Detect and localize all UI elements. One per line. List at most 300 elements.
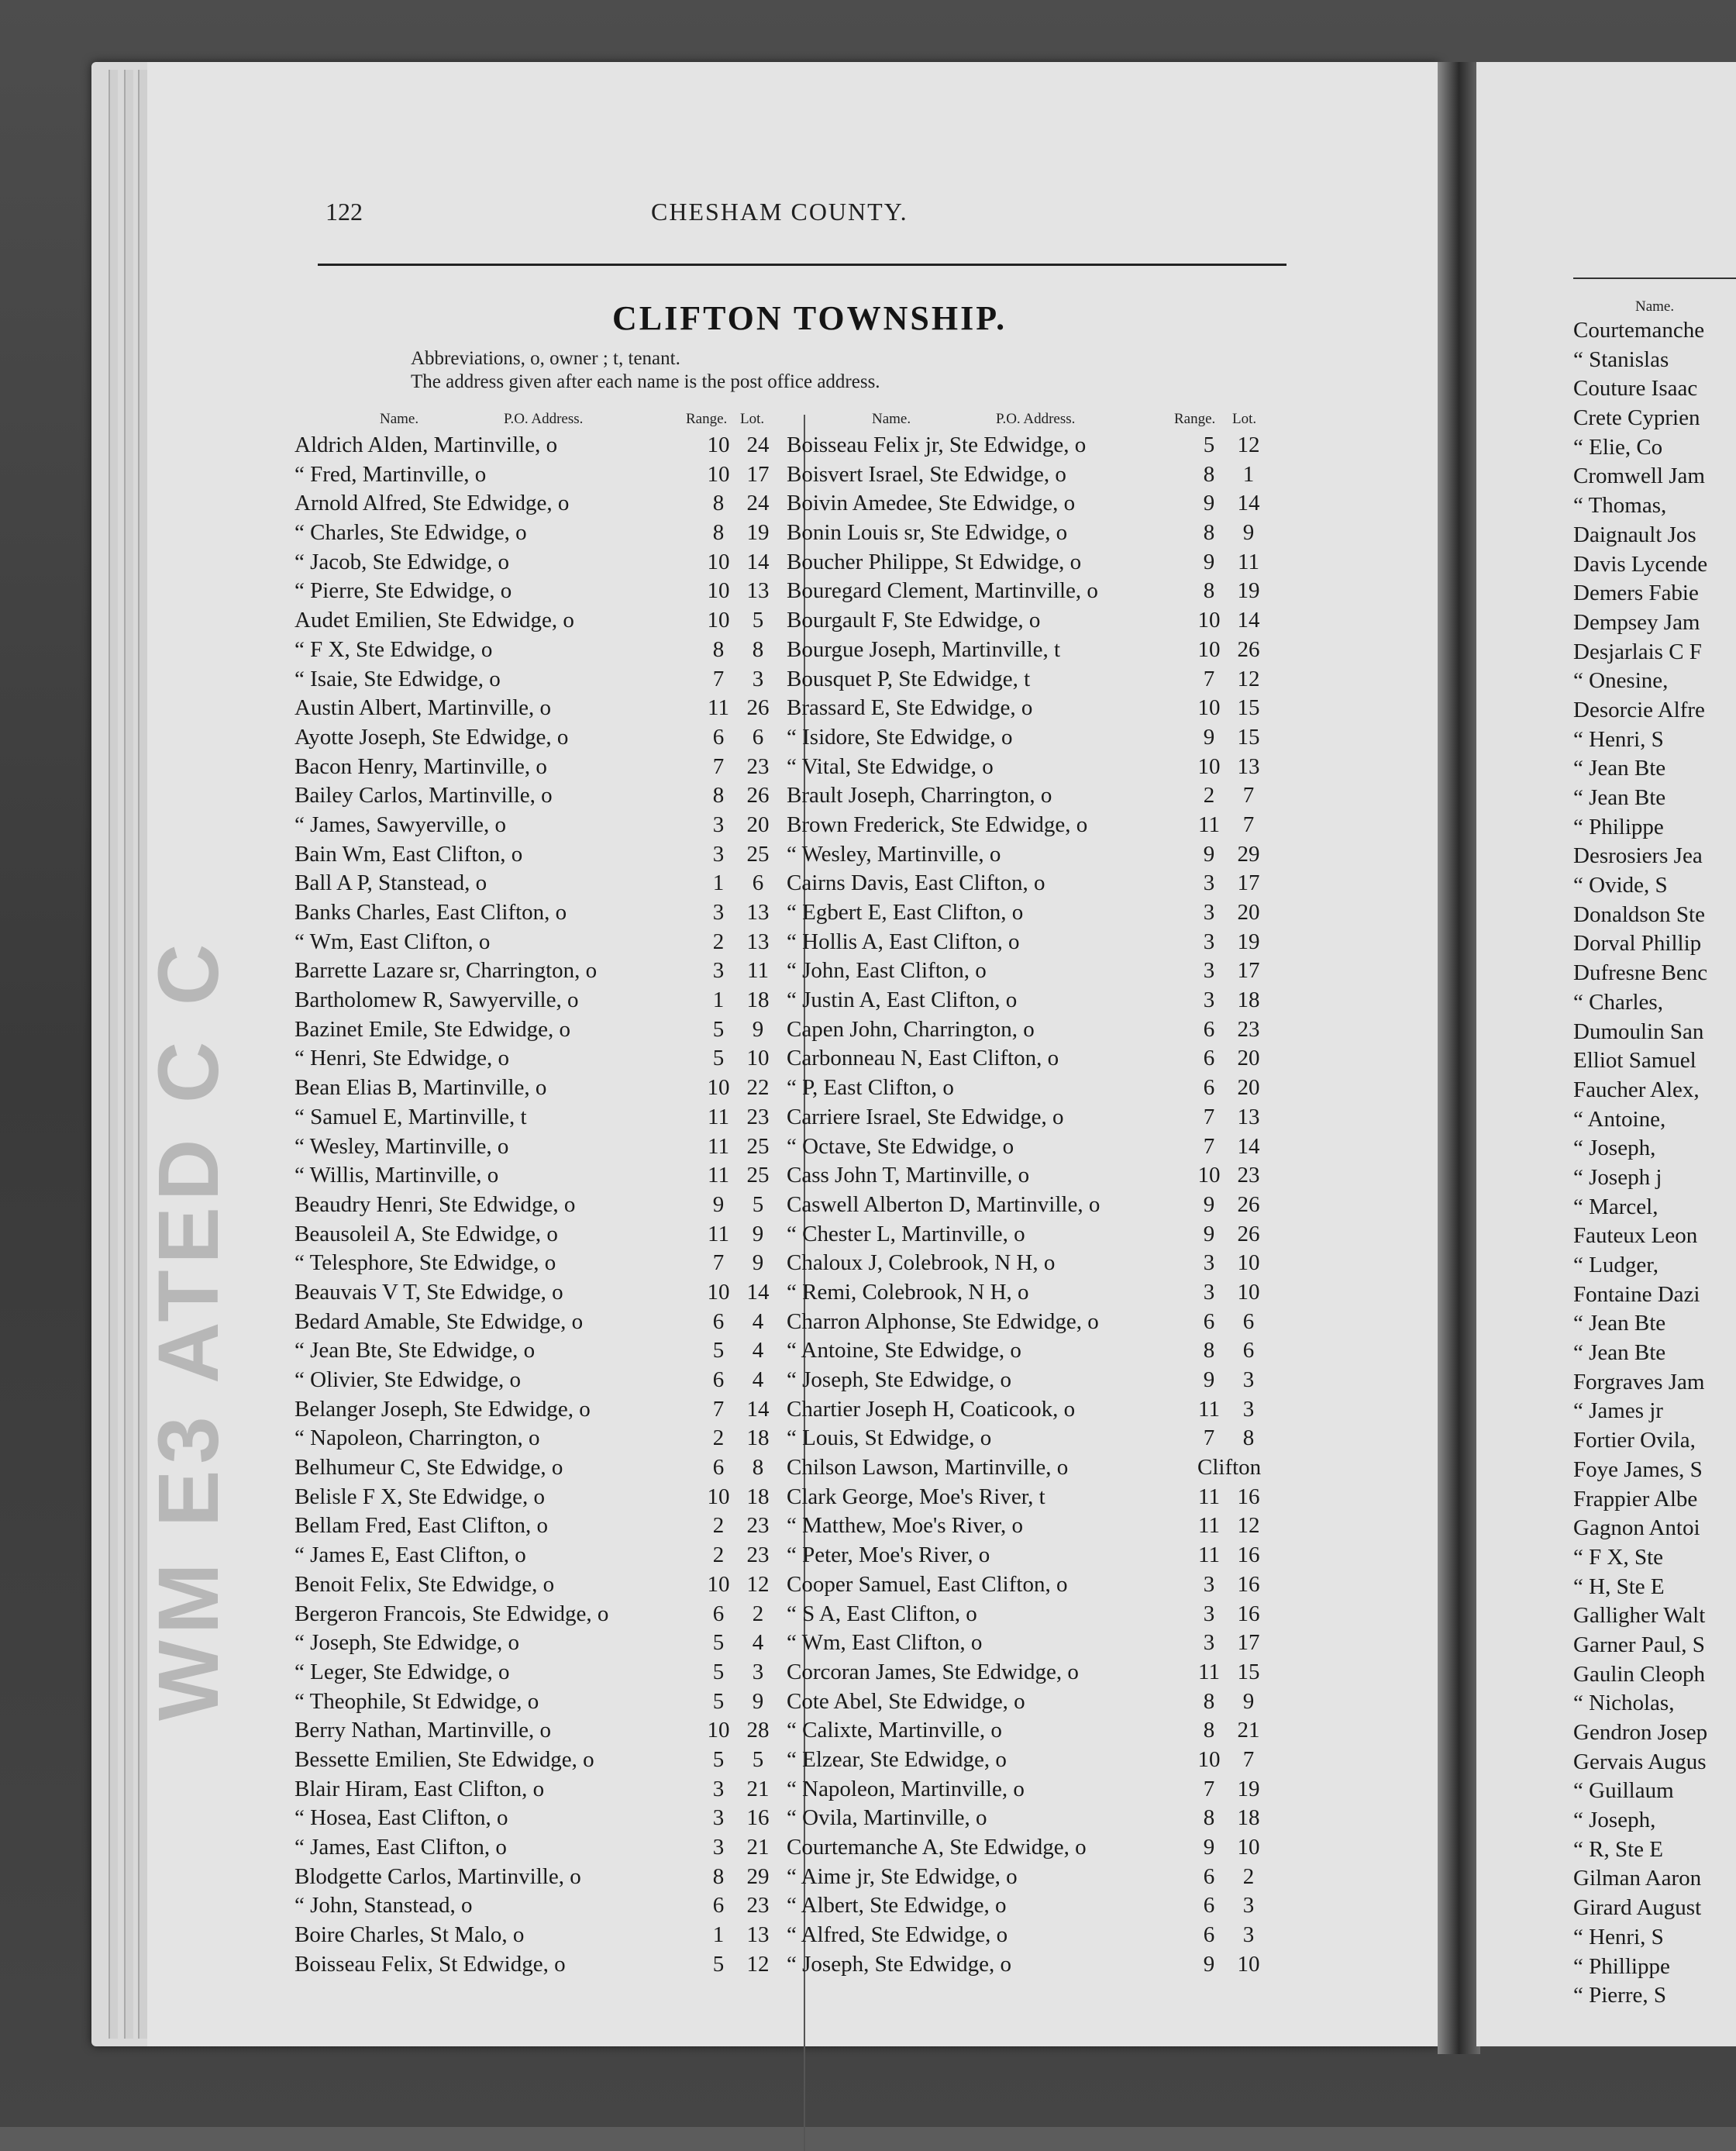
entry-name: “ Jacob, Ste Edwidge, o [294, 549, 510, 574]
right-page-entry: Donaldson Ste [1573, 901, 1705, 927]
right-page-name-header: Name. [1635, 298, 1675, 315]
entry-range: 8 [1203, 461, 1215, 487]
entry-lot: 16 [1237, 1543, 1260, 1568]
entry-lot: 8 [1242, 1425, 1255, 1451]
header-address: P.O. Address. [996, 411, 1076, 427]
entry-lot: 12 [746, 1951, 770, 1977]
entry-lot: 13 [746, 929, 770, 954]
entry-range: 6 [1203, 1308, 1215, 1334]
entry-lot: 11 [747, 958, 769, 984]
directory-entry [294, 1601, 775, 1631]
entry-name: “ Jean Bte, Ste Edwidge, o [294, 1338, 536, 1363]
entry-name: “ Louis, St Edwidge, o [787, 1425, 992, 1451]
directory-entry [787, 1338, 1267, 1367]
directory-entry [294, 520, 775, 550]
entry-lot: 13 [746, 578, 770, 604]
entry-lot: 9 [752, 1221, 764, 1246]
directory-entry [787, 1367, 1267, 1397]
entry-range: 1 [712, 1922, 725, 1948]
entry-name: Chaloux J, Colebrook, N H, o [787, 1250, 1056, 1276]
entry-name: “ Napoleon, Charrington, o [294, 1425, 540, 1451]
entry-range: 6 [1203, 1046, 1215, 1071]
entry-lot: 26 [746, 783, 770, 808]
right-page-entry: “ Henri, S [1573, 1924, 1664, 1949]
entry-name: Bourgue Joseph, Martinville, t [787, 636, 1061, 662]
entry-range: 11 [708, 695, 729, 721]
entry-range: 11 [1198, 812, 1220, 837]
entry-range: 7 [712, 666, 725, 691]
entry-name: Brassard E, Ste Edwidge, o [787, 695, 1033, 721]
directory-entry [787, 754, 1267, 784]
entry-range: 3 [712, 958, 725, 984]
entry-lot: 23 [746, 753, 770, 779]
entry-name: Barrette Lazare sr, Charrington, o [294, 958, 598, 984]
entry-range: 10 [1197, 1746, 1221, 1772]
right-page-entry: “ Jean Bte [1573, 1311, 1666, 1336]
right-page-entry: Dorval Phillip [1573, 931, 1702, 957]
entry-range: 5 [712, 1688, 725, 1714]
entry-range: 8 [712, 491, 725, 516]
entry-lot: 16 [746, 1805, 770, 1831]
directory-entry [787, 1864, 1267, 1894]
directory-entry [294, 900, 775, 929]
directory-entry [294, 1280, 775, 1309]
directory-entry [294, 1367, 775, 1397]
entry-lot: 9 [1242, 520, 1255, 546]
entry-range: 5 [712, 1951, 725, 1977]
entry-name: “ Samuel E, Martinville, t [294, 1104, 527, 1129]
entry-name: Bean Elias B, Martinville, o [294, 1075, 547, 1101]
directory-entry [294, 783, 775, 812]
entry-lot: 28 [746, 1718, 770, 1743]
entry-name: “ Elzear, Ste Edwidge, o [787, 1746, 1007, 1772]
entry-name: “ Chester L, Martinville, o [787, 1221, 1025, 1246]
abbreviations-note [411, 347, 880, 394]
entry-lot: 26 [1237, 1191, 1260, 1217]
entry-name: Carriere Israel, Ste Edwidge, o [787, 1104, 1064, 1129]
entry-name: Ball A P, Stanstead, o [294, 870, 487, 896]
right-page-entry: Frappier Albe [1573, 1486, 1698, 1512]
directory-entry [787, 988, 1267, 1017]
directory-entry [294, 433, 775, 462]
entry-lot: 8 [752, 636, 764, 662]
entry-name: Boire Charles, St Malo, o [294, 1922, 525, 1948]
directory-entry [294, 812, 775, 842]
right-page-entry: “ Charles, [1573, 989, 1663, 1015]
entry-lot: 9 [752, 1688, 764, 1714]
entry-range: 11 [1198, 1543, 1220, 1568]
entry-name: “ Vital, Ste Edwidge, o [787, 753, 994, 779]
entry-range: 10 [1197, 608, 1221, 633]
entry-lot: 10 [1237, 1951, 1260, 1977]
entry-name: “ P, East Clifton, o [787, 1075, 954, 1101]
entry-name: “ Peter, Moe's River, o [787, 1543, 990, 1568]
entry-lot: 14 [746, 549, 770, 574]
entry-name: “ Matthew, Moe's River, o [787, 1513, 1024, 1539]
entry-lot: 20 [746, 812, 770, 837]
entry-range: 3 [1203, 958, 1215, 984]
entry-name: “ Pierre, Ste Edwidge, o [294, 578, 512, 604]
entry-name: “ Alfred, Ste Edwidge, o [787, 1922, 1008, 1948]
directory-entry [787, 1455, 1267, 1484]
entry-range: 9 [1203, 1191, 1215, 1217]
directory-entry [787, 1777, 1267, 1806]
entry-lot: 25 [746, 1133, 770, 1159]
running-title: CHESHAM COUNTY. [651, 198, 908, 226]
entry-range: 6 [1203, 1016, 1215, 1042]
right-page-entry: Desorcie Alfre [1573, 697, 1705, 722]
entry-lot: 4 [752, 1308, 764, 1334]
entry-range: 3 [712, 841, 725, 867]
entry-lot: 2 [752, 1601, 764, 1626]
directory-entry [294, 1777, 775, 1806]
column-header [787, 411, 1267, 433]
entry-range: 3 [712, 900, 725, 925]
right-page-entry: “ James jr [1573, 1398, 1663, 1424]
entry-range: 10 [707, 1279, 730, 1305]
directory-entries-right [787, 433, 1267, 1980]
entry-name: Belanger Joseph, Ste Edwidge, o [294, 1396, 591, 1422]
entry-range: 7 [1203, 1425, 1215, 1451]
directory-entry [787, 578, 1267, 608]
directory-entry [294, 667, 775, 696]
entry-lot: 11 [1238, 549, 1259, 574]
entry-name: Bacon Henry, Martinville, o [294, 753, 547, 779]
entry-range: 3 [712, 812, 725, 837]
directory-entry [787, 1718, 1267, 1747]
entry-range: 1 [712, 988, 725, 1013]
directory-entry [294, 1075, 775, 1105]
directory-entry [294, 1689, 775, 1718]
entry-lot: 17 [1237, 1630, 1260, 1656]
entry-lot: 17 [746, 461, 770, 487]
right-page-entry: “ Elie, Co [1573, 434, 1663, 460]
entry-name: Capen John, Charrington, o [787, 1016, 1035, 1042]
entry-name: Bessette Emilien, Ste Edwidge, o [294, 1746, 594, 1772]
directory-entry [294, 1952, 775, 1981]
entry-range: 9 [1203, 1221, 1215, 1246]
running-head [326, 198, 1286, 236]
entry-name: Charron Alphonse, Ste Edwidge, o [787, 1308, 1099, 1334]
entry-range: 3 [1203, 900, 1215, 925]
entry-name: Beaudry Henri, Ste Edwidge, o [294, 1191, 576, 1217]
entry-lot: 26 [746, 695, 770, 721]
right-page-entry: Gilman Aaron [1573, 1866, 1702, 1891]
directory-entry [294, 1134, 775, 1163]
entry-lot: 18 [746, 1425, 770, 1451]
directory-entry [294, 578, 775, 608]
entry-range: 9 [712, 1191, 725, 1217]
directory-entry [787, 1922, 1267, 1952]
entry-name: Cooper Samuel, East Clifton, o [787, 1571, 1068, 1597]
entry-lot: 5 [752, 608, 764, 633]
entry-range: 3 [712, 1776, 725, 1801]
entry-name: Bouregard Clement, Martinville, o [787, 578, 1098, 604]
entry-name: “ F X, Ste Edwidge, o [294, 636, 493, 662]
entry-range: 7 [712, 753, 725, 779]
entry-lot: 22 [746, 1075, 770, 1101]
entry-lot: 17 [1237, 870, 1260, 896]
entry-range: 10 [707, 1571, 730, 1597]
right-page-entry: Couture Isaac [1573, 376, 1698, 402]
entry-range: 6 [712, 1455, 725, 1481]
directory-entry [294, 1922, 775, 1952]
right-page-entry: “ Pierre, S [1573, 1983, 1666, 2008]
entry-name: “ Remi, Colebrook, N H, o [787, 1279, 1029, 1305]
entry-lot: 7 [1242, 783, 1255, 808]
directory-entry [294, 1572, 775, 1601]
entry-range: 8 [1203, 520, 1215, 546]
directory-entry [787, 550, 1267, 579]
right-page-entry: “ Onesine, [1573, 668, 1669, 694]
entry-lot: 21 [746, 1835, 770, 1860]
right-page-entry: “ Nicholas, [1573, 1691, 1675, 1716]
entry-lot: 3 [1242, 1922, 1255, 1948]
entry-name: “ Hollis A, East Clifton, o [787, 929, 1020, 954]
right-page-entry: Elliot Samuel [1573, 1048, 1696, 1074]
entry-name: Boivin Amedee, Ste Edwidge, o [787, 491, 1076, 516]
entry-range: 2 [712, 1425, 725, 1451]
entry-lot: 12 [1237, 433, 1260, 457]
entry-name: Bailey Carlos, Martinville, o [294, 783, 553, 808]
entry-range: 2 [712, 1513, 725, 1539]
entry-range: 8 [712, 520, 725, 546]
entry-range: 10 [707, 608, 730, 633]
entry-lot: 21 [1237, 1718, 1260, 1743]
entry-range: 10 [707, 549, 730, 574]
directory-entry [294, 1017, 775, 1046]
entry-name: Boisseau Felix, St Edwidge, o [294, 1951, 566, 1977]
entry-lot: 10 [1237, 1279, 1260, 1305]
right-page-entry: “ H, Ste E [1573, 1574, 1665, 1599]
entry-range: 11 [708, 1163, 729, 1188]
entry-range: 11 [1198, 1484, 1220, 1509]
directory-entry [787, 1572, 1267, 1601]
directory-entry [787, 1192, 1267, 1222]
right-page-entry: Foye James, S [1573, 1456, 1703, 1482]
directory-entry [787, 1425, 1267, 1455]
entry-lot: 15 [1237, 695, 1260, 721]
entry-range: 3 [1203, 988, 1215, 1013]
entry-range: 11 [1198, 1659, 1220, 1684]
entry-lot: 12 [1237, 666, 1260, 691]
entry-name: “ Fred, Martinville, o [294, 461, 487, 487]
entry-lot: 18 [746, 1484, 770, 1509]
directory-entry [294, 1747, 775, 1777]
entry-name: Bartholomew R, Sawyerville, o [294, 988, 579, 1013]
right-page-entry: Galligher Walt [1573, 1603, 1706, 1629]
directory-entry [787, 958, 1267, 988]
entry-name: Benoit Felix, Ste Edwidge, o [294, 1571, 555, 1597]
entry-name: Audet Emilien, Ste Edwidge, o [294, 608, 574, 633]
right-page-entry: Gaulin Cleoph [1573, 1661, 1705, 1687]
entry-name: Brault Joseph, Charrington, o [787, 783, 1052, 808]
column-header [294, 411, 775, 433]
right-page-entry: Demers Fabie [1573, 581, 1699, 606]
directory-entry [787, 1601, 1267, 1631]
entry-lot: 26 [1237, 636, 1260, 662]
right-page-entry: “ Joseph, [1573, 1808, 1656, 1833]
right-page-entry: “ Joseph, [1573, 1136, 1656, 1161]
directory-entry [787, 462, 1267, 491]
directory-entry [787, 1513, 1267, 1543]
entry-name: Bonin Louis sr, Ste Edwidge, o [787, 520, 1068, 546]
directory-entry [787, 725, 1267, 754]
entry-name: “ James E, East Clifton, o [294, 1543, 526, 1568]
entry-name: “ Justin A, East Clifton, o [787, 988, 1018, 1013]
entry-lot: 18 [746, 988, 770, 1013]
entry-name: “ S A, East Clifton, o [787, 1601, 977, 1626]
entry-lot: 23 [1237, 1163, 1260, 1188]
entry-lot: 12 [1237, 1513, 1260, 1539]
entry-name: “ Antoine, Ste Edwidge, o [787, 1338, 1021, 1363]
entry-range: 8 [1203, 578, 1215, 604]
directory-entry [294, 725, 775, 754]
entry-range: 8 [1203, 1688, 1215, 1714]
entry-range: 5 [712, 1630, 725, 1656]
entry-range: 7 [1203, 1104, 1215, 1129]
entry-lot: 16 [1237, 1571, 1260, 1597]
entry-range: 9 [1203, 491, 1215, 516]
entry-range: 10 [707, 1718, 730, 1743]
directory-entry [787, 1134, 1267, 1163]
directory-entry [294, 1513, 775, 1543]
entry-name: Bourgault F, Ste Edwidge, o [787, 608, 1041, 633]
entry-lot: 5 [752, 1191, 764, 1217]
entry-range: 8 [1203, 1805, 1215, 1831]
entry-lot: 8 [752, 1455, 764, 1481]
directory-entry [787, 1543, 1267, 1572]
entry-lot: 24 [746, 433, 770, 457]
right-page [1476, 62, 1736, 2046]
entry-range: 7 [1203, 1133, 1215, 1159]
entry-lot: 13 [746, 900, 770, 925]
entry-range: 9 [1203, 724, 1215, 750]
entry-range: 3 [1203, 870, 1215, 896]
entry-range: 8 [712, 636, 725, 662]
entry-range: 10 [707, 433, 730, 457]
entry-range: 3 [712, 1835, 725, 1860]
right-page-entry: “ Ludger, [1573, 1253, 1658, 1277]
right-page-entry: Gagnon Antoi [1573, 1515, 1700, 1541]
entry-range: 5 [712, 1016, 725, 1042]
right-page-entry: Dempsey Jam [1573, 609, 1700, 635]
directory-entry [787, 1046, 1267, 1075]
entry-lot: 20 [1237, 1075, 1260, 1101]
entry-range: 9 [1203, 1951, 1215, 1977]
entry-name: “ Calixte, Martinville, o [787, 1718, 1002, 1743]
entry-range: 8 [712, 1863, 725, 1889]
entry-lot: 4 [752, 1367, 764, 1392]
right-page-entry: Faucher Alex, [1573, 1077, 1700, 1102]
entry-range: 5 [712, 1659, 725, 1684]
entry-lot: 14 [746, 1396, 770, 1422]
entry-range: 7 [712, 1250, 725, 1276]
directory-entry [294, 1484, 775, 1514]
entry-name: Beauvais V T, Ste Edwidge, o [294, 1279, 563, 1305]
entry-name: Chilson Lawson, Martinville, o [787, 1455, 1069, 1481]
directory-entry [294, 1192, 775, 1222]
entry-lot: 9 [1242, 1688, 1255, 1714]
entry-name: “ Isaie, Ste Edwidge, o [294, 666, 501, 691]
entry-name: “ Isidore, Ste Edwidge, o [787, 724, 1013, 750]
entry-range: 10 [707, 1484, 730, 1509]
header-range: Range. [686, 411, 728, 427]
header-rule [318, 264, 1286, 266]
entry-lot: 3 [1242, 1396, 1255, 1422]
entry-name: “ Hosea, East Clifton, o [294, 1805, 508, 1831]
entry-range: 5 [712, 1046, 725, 1071]
directory-entry [787, 1952, 1267, 1981]
right-page-entry: Dumoulin San [1573, 1019, 1704, 1044]
directory-entry [787, 842, 1267, 871]
directory-entry [787, 1805, 1267, 1835]
entry-name: “ Theophile, St Edwidge, o [294, 1688, 539, 1714]
directory-entry [787, 491, 1267, 520]
entry-name: “ Olivier, Ste Edwidge, o [294, 1367, 521, 1392]
right-page-entry: “ R, Ste E [1573, 1836, 1663, 1862]
entry-range: 11 [1198, 1396, 1220, 1422]
entry-lot: 3 [1242, 1367, 1255, 1392]
entry-range: 8 [712, 783, 725, 808]
directory-entry [294, 608, 775, 637]
entry-lot: 16 [1237, 1484, 1260, 1509]
right-page-entry: Forgraves Jam [1573, 1369, 1705, 1394]
directory-entry [787, 1689, 1267, 1718]
entry-range: 9 [1203, 841, 1215, 867]
directory-entry [294, 1105, 775, 1134]
entry-range: 2 [712, 1543, 725, 1568]
entry-range: 6 [712, 1893, 725, 1918]
entry-lot: 14 [1237, 1133, 1260, 1159]
entry-lot: 4 [752, 1630, 764, 1656]
entry-name: Aldrich Alden, Martinville, o [294, 433, 558, 457]
entry-name: “ Henri, Ste Edwidge, o [294, 1046, 510, 1071]
right-page-entry: Daignault Jos [1573, 522, 1696, 547]
entry-range: 8 [1203, 1718, 1215, 1743]
entry-name: Bain Wm, East Clifton, o [294, 841, 523, 867]
entry-name: Bedard Amable, Ste Edwidge, o [294, 1308, 584, 1334]
entry-lot: 12 [746, 1571, 770, 1597]
entry-lot: 4 [752, 1338, 764, 1363]
entry-range: 10 [1197, 1163, 1221, 1188]
directory-entry [787, 1250, 1267, 1280]
entry-lot: 2 [1242, 1863, 1255, 1889]
entry-range: 10 [1197, 636, 1221, 662]
directory-entry [294, 491, 775, 520]
directory-entry [787, 1222, 1267, 1251]
entry-range: 5 [1203, 433, 1215, 457]
entry-name: Bousquet P, Ste Edwidge, t [787, 666, 1031, 691]
directory-entry [294, 1163, 775, 1192]
entry-name: Beausoleil A, Ste Edwidge, o [294, 1221, 558, 1246]
entry-name: Belisle F X, Ste Edwidge, o [294, 1484, 546, 1509]
directory-entry [294, 1630, 775, 1660]
page-number: 122 [326, 198, 363, 226]
entry-range: Clifton [1197, 1455, 1262, 1481]
book-gutter [1438, 62, 1480, 2054]
entry-name: Cairns Davis, East Clifton, o [787, 870, 1045, 896]
entry-range: 1 [712, 870, 725, 896]
directory-entry [787, 1747, 1267, 1777]
entry-name: “ Joseph, Ste Edwidge, o [294, 1630, 519, 1656]
directory-entry [294, 1338, 775, 1367]
entry-name: Courtemanche A, Ste Edwidge, o [787, 1835, 1087, 1860]
right-page-entry: “ Marcel, [1573, 1194, 1658, 1219]
directory-entry [787, 929, 1267, 959]
directory-entry [294, 1309, 775, 1339]
directory-entry [787, 783, 1267, 812]
